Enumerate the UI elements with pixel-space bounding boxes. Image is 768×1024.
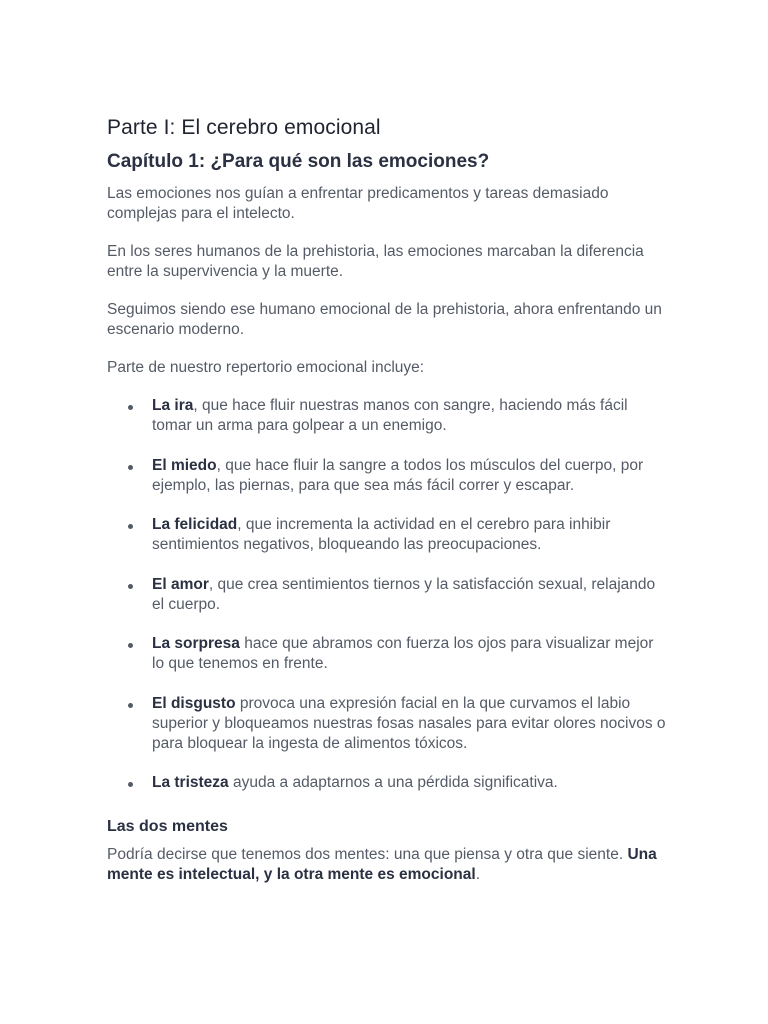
paragraph: Parte de nuestro repertorio emocional incluye:: [107, 359, 425, 376]
paragraph: Las emociones nos guían a enfrentar predicamentos y tareas demasiado complejas para el intelecto.: [107, 185, 609, 222]
list-item: [107, 515, 667, 555]
list-item: [107, 694, 667, 754]
emotions-list: [107, 396, 667, 793]
emotion-term: La felicidad: [152, 516, 238, 533]
bullet-icon: [128, 405, 133, 410]
emotion-term: La ira: [152, 397, 194, 414]
emotion-description: , que hace fluir la sangre a todos los músculos del cuerpo, por ejemplo, las piernas, para que sea más fácil correr y escapar.: [152, 456, 644, 494]
bullet-icon: [128, 703, 133, 708]
document-page: [107, 112, 667, 885]
closing-text: Podría decirse que tenemos dos mentes: una que piensa y otra que siente.: [107, 846, 628, 863]
list-item: [107, 773, 667, 793]
bullet-icon: [128, 643, 133, 648]
emotion-term: El miedo: [152, 456, 217, 474]
emotion-term: La tristeza: [152, 774, 229, 791]
bullet-icon: [128, 782, 133, 787]
closing-bold: Una mente es intelectual, y la otra mente es emocional: [107, 846, 657, 883]
bullet-icon: [128, 524, 133, 529]
bullet-icon: [128, 465, 133, 470]
emotion-description: ayuda a adaptarnos a una pérdida significativa.: [228, 774, 558, 791]
emotion-description: , que incrementa la actividad en el cerebro para inhibir sentimientos negativos, bloqueando las preocupaciones.: [152, 516, 611, 553]
closing-paragraph: [107, 845, 667, 885]
paragraph: Seguimos siendo ese humano emocional de la prehistoria, ahora enfrentando un escenario moderno.: [107, 301, 662, 338]
closing-end: .: [475, 866, 481, 883]
bullet-icon: [128, 584, 133, 589]
emotion-description: provoca una expresión facial en la que curvamos el labio superior y bloqueamos nuestras fosas nasales para evitar olores nocivos o para bloquear la ingesta de alimentos tóxicos.: [152, 694, 666, 752]
list-item: [107, 396, 667, 436]
emotion-description: , que hace fluir nuestras manos con sangre, haciendo más fácil tomar un arma para golpear a un enemigo.: [152, 397, 628, 434]
section-heading: Las dos mentes: [107, 818, 228, 835]
emotion-term: El amor: [152, 575, 209, 593]
emotion-term: La sorpresa: [152, 635, 240, 652]
emotion-description: hace que abramos con fuerza los ojos para visualizar mejor lo que tenemos en frente.: [152, 635, 654, 672]
chapter-title: Capítulo 1: ¿Para qué son las emociones?: [107, 151, 490, 172]
list-item: [107, 456, 667, 496]
list-item: [107, 575, 667, 615]
list-item: [107, 634, 667, 674]
part-title: Parte I: El cerebro emocional: [107, 116, 381, 139]
paragraph: En los seres humanos de la prehistoria, las emociones marcaban la diferencia entre la supervivencia y la muerte.: [107, 243, 644, 280]
emotion-description: , que crea sentimientos tiernos y la satisfacción sexual, relajando el cuerpo.: [152, 575, 656, 613]
emotion-term: El disgusto: [152, 694, 236, 712]
